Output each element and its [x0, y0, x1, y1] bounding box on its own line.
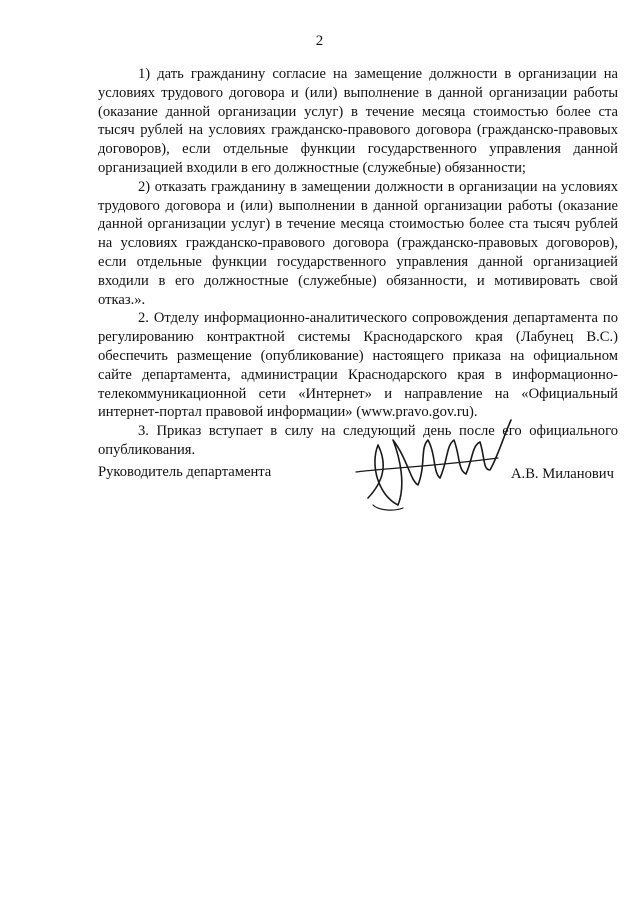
paragraph-item-2: 2) отказать гражданину в замещении должности в организации на условиях трудового договора и (или) выполнении в данной организации работы (оказание данной организации услуг) в течение месяца стоимостью более ста тысяч рублей на условиях гражданско-правового договора (гражданско-правовых договоров), если отдельные функции государственного управления данной организацией входили в его должностные (служебные) обязанности, и мотивировать свой отказ.».	[98, 178, 618, 308]
signature-block	[98, 410, 618, 520]
paragraph-clause-3: 3. Приказ вступает в силу на следующий день после его официального опубликования.	[98, 423, 618, 458]
handwritten-signature	[348, 410, 523, 520]
document-body	[98, 65, 618, 460]
paragraph-clause-2: 2. Отделу информационно-аналитического сопровождения департамента по регулированию контрактной системы Краснодарского края (Лабунец В.С.) обеспечить размещение (опубликование) настоящего приказа на официальном сайте департамента, администрации Краснодарского края в информационно-телекоммуникационной сети «Интернет» и направление на «Официальный интернет-портал правовой информации» (www.pravo.gov.ru).	[98, 310, 618, 421]
signatory-name: А.В. Миланович	[511, 466, 614, 482]
signatory-position: Руководитель департамента	[98, 464, 272, 480]
paragraph-item-1: 1) дать гражданину согласие на замещение должности в организации на условиях трудового договора и (или) выполнение в данной организации работы (оказание данной организации услуг) в течение месяца стоимостью более ста тысяч рублей на условиях гражданско-правового договора (гражданско-правовых договоров), если отдельные функции государственного управления данной организацией входили в его должностные (служебные) обязанности;	[98, 66, 618, 176]
page-number: 2	[315, 33, 324, 49]
